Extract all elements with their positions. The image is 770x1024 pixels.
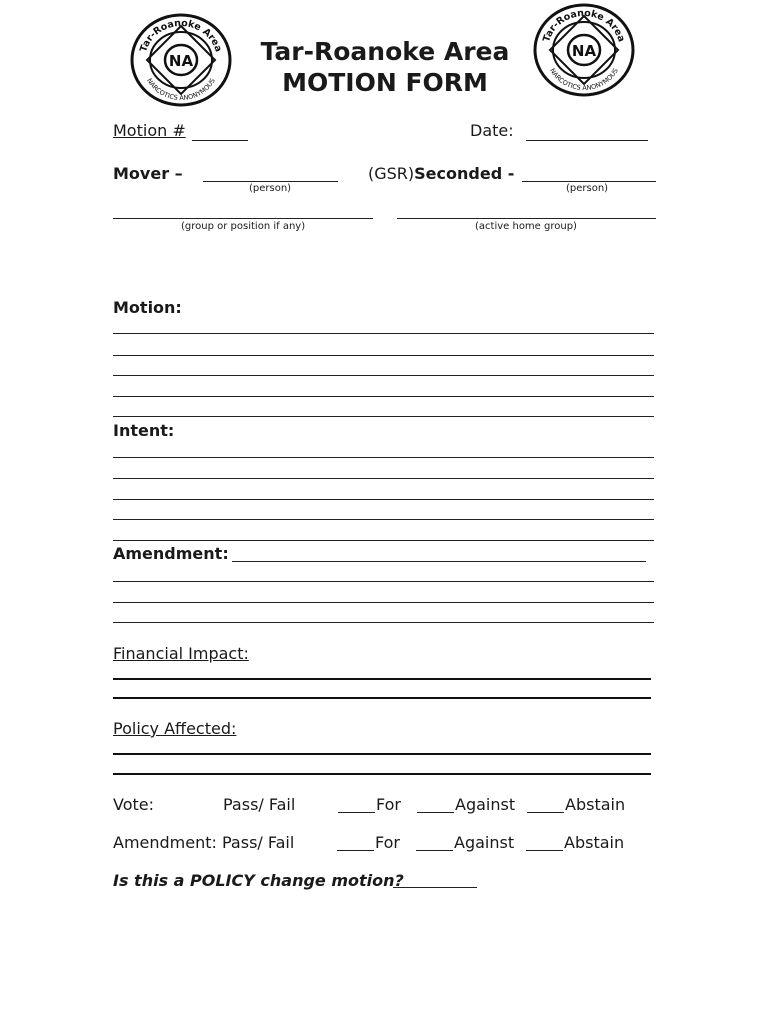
date-field[interactable] [526, 140, 648, 141]
vote-for-blank[interactable] [338, 812, 375, 813]
amendment-line[interactable] [113, 581, 654, 582]
intent-line[interactable] [113, 478, 654, 479]
vote-abstain-label: Abstain [565, 795, 626, 814]
logo-emblem-text: NA [571, 42, 597, 60]
page-title [240, 36, 530, 98]
seconded-line [368, 164, 514, 183]
amendment-for-label: For [375, 833, 400, 852]
amendment-abstain-blank[interactable] [526, 850, 563, 851]
title-line-2: MOTION FORM [282, 68, 488, 97]
amendment-section-label: Amendment: [113, 544, 229, 563]
motion-line[interactable] [113, 375, 654, 376]
motion-line[interactable] [113, 416, 654, 417]
vote-against-blank[interactable] [417, 812, 454, 813]
group-hint-a: (group [181, 221, 214, 232]
intent-line[interactable] [113, 519, 654, 520]
motion-number-field[interactable] [192, 140, 248, 141]
intent-line[interactable] [113, 499, 654, 500]
amendment-abstain-label: Abstain [564, 833, 625, 852]
title-line-1: Tar-Roanoke Area [260, 37, 510, 66]
vote-pass-fail: Pass/ Fail [223, 795, 296, 814]
motion-section-label: Motion: [113, 298, 182, 317]
financial-impact-line[interactable] [113, 678, 651, 680]
amendment-for-blank[interactable] [337, 850, 374, 851]
motion-line[interactable] [113, 355, 654, 356]
motion-line[interactable] [113, 333, 654, 334]
intent-section-label: Intent: [113, 421, 175, 440]
mover-person-hint: (person) [249, 183, 292, 194]
seconded-group-field[interactable] [397, 218, 656, 219]
amendment-against-blank[interactable] [416, 850, 453, 851]
vote-label: Vote: [113, 795, 154, 814]
intent-line[interactable] [113, 457, 654, 458]
logo-emblem-text: NA [168, 52, 194, 70]
vote-abstain-blank[interactable] [527, 812, 564, 813]
group-hint-b: or position if any) [217, 221, 306, 232]
seconded-field[interactable] [522, 181, 656, 182]
policy-affected-line[interactable] [113, 753, 651, 755]
logo-org-bottom-text: NARCOTICS ANONYMOUS [548, 66, 620, 93]
motion-number-label: Motion # [113, 121, 186, 140]
na-logo-right [532, 2, 636, 98]
mover-field[interactable] [203, 181, 338, 182]
active-home-group-hint: (active home group) [475, 221, 577, 232]
motion-line[interactable] [113, 396, 654, 397]
intent-line[interactable] [113, 540, 654, 541]
logo-org-top-text: Tar-Roanoke Area [138, 17, 224, 54]
vote-against-label: Against [455, 795, 516, 814]
financial-impact-line[interactable] [113, 697, 651, 699]
seconded-person-hint: (person) [566, 183, 609, 194]
mover-group-hint [181, 221, 305, 232]
seconded-label: Seconded - [414, 164, 515, 183]
na-logo-left [129, 12, 233, 108]
amendment-line[interactable] [113, 602, 654, 603]
mover-group-field[interactable] [113, 218, 373, 219]
financial-impact-label: Financial Impact: [113, 644, 249, 663]
amendment-pass-fail: Pass/ Fail [222, 833, 295, 852]
policy-change-question: Is this a POLICY change motion? [113, 871, 404, 890]
policy-affected-label: Policy Affected: [113, 719, 237, 738]
amendment-line[interactable] [113, 622, 654, 623]
amendment-against-label: Against [454, 833, 515, 852]
gsr-label: (GSR) [368, 164, 415, 183]
policy-affected-line[interactable] [113, 773, 651, 775]
logo-org-top-text: Tar-Roanoke Area [541, 7, 627, 44]
policy-change-answer-field[interactable] [393, 887, 477, 888]
mover-label: Mover – [113, 164, 183, 183]
amendment-vote-label: Amendment: [113, 833, 217, 852]
date-label: Date: [470, 121, 514, 140]
logo-org-bottom-text: NARCOTICS ANONYMOUS [145, 76, 217, 103]
amendment-line[interactable] [232, 561, 646, 562]
vote-for-label: For [376, 795, 401, 814]
